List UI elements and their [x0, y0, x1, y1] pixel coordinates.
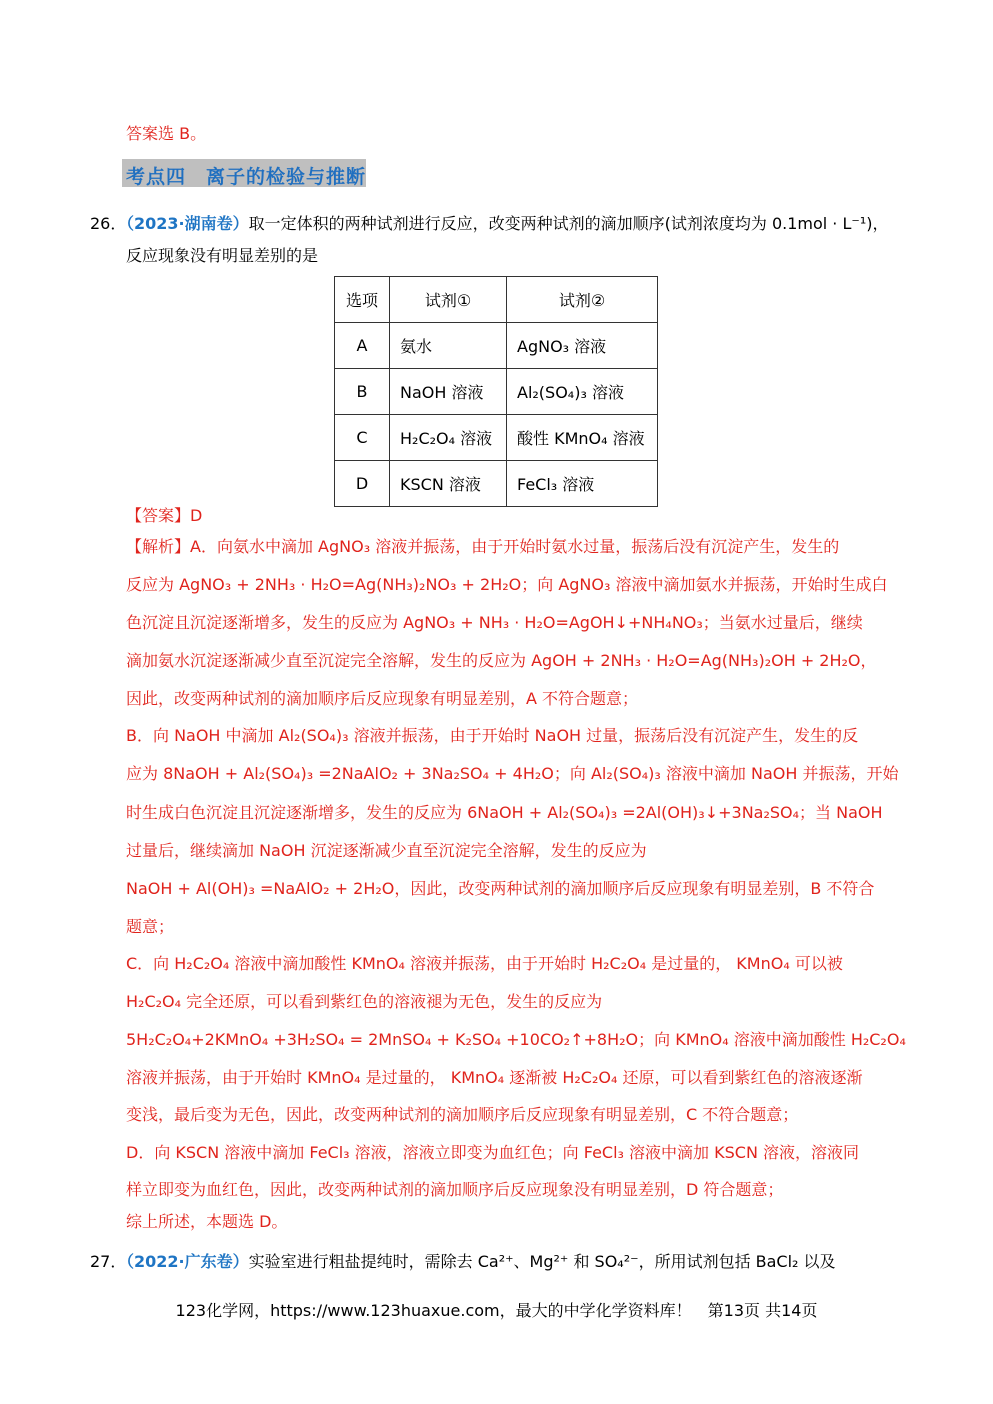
question-26-source: （2023·湖南卷） [118, 214, 249, 233]
question-26-number: 26． [90, 214, 127, 233]
table-cell: C [335, 415, 390, 461]
table-row [335, 415, 658, 461]
table-cell: A [335, 323, 390, 369]
table-cell: NaOH 溶液 [390, 369, 507, 415]
table-cell: B [335, 369, 390, 415]
question-26-stem-text: 取一定体积的两种试剂进行反应，改变两种试剂的滴加顺序(试剂浓度均为 0.1mol · L⁻¹)， [248, 214, 889, 233]
question-27-stem [118, 1249, 836, 1272]
question-26-stem-line1 [118, 211, 889, 234]
table-header-cell: 试剂① [390, 277, 507, 323]
question-26-stem-line2: 反应现象没有明显差别的是 [126, 246, 319, 265]
analysis-line: 过量后，继续滴加 NaOH 沉淀逐渐减少直至沉淀完全溶解，发生的反应为 [126, 841, 647, 860]
table-row [335, 323, 658, 369]
analysis-line: 5H₂C₂O₄+2KMnO₄ +3H₂SO₄ = 2MnSO₄ + K₂SO₄ +10CO₂↑+8H₂O；向 KMnO₄ 溶液中滴加酸性 H₂C₂O₄ [126, 1030, 906, 1049]
table-row [335, 369, 658, 415]
analysis-line: 色沉淀且沉淀逐渐增多，发生的反应为 AgNO₃ + NH₃ · H₂O=AgOH↓+NH₄NO₃；当氨水过量后，继续 [126, 613, 863, 632]
question-27-stem-text: 实验室进行粗盐提纯时，需除去 Ca²⁺、Mg²⁺ 和 SO₄²⁻，所用试剂包括 BaCl₂ 以及 [248, 1252, 836, 1271]
question-27-source: （2022·广东卷） [118, 1252, 249, 1271]
analysis-line: C．向 H₂C₂O₄ 溶液中滴加酸性 KMnO₄ 溶液并振荡，由于开始时 H₂C₂O₄ 是过量的， KMnO₄ 可以被 [126, 954, 843, 973]
section-heading [122, 159, 366, 187]
table-header-row [335, 277, 658, 323]
analysis-line: 滴加氨水沉淀逐渐减少直至沉淀完全溶解，发生的反应为 AgOH + 2NH₃ · H₂O=Ag(NH₃)₂OH + 2H₂O， [126, 651, 877, 670]
table-cell: H₂C₂O₄ 溶液 [390, 415, 507, 461]
analysis-line: 因此，改变两种试剂的滴加顺序后反应现象有明显差别，A 不符合题意； [126, 689, 639, 708]
table-row [335, 461, 658, 507]
page-footer: 123化学网，https://www.123huaxue.com，最大的中学化学资料库！ 第13页 共14页 [175, 1301, 818, 1320]
analysis-line: H₂C₂O₄ 完全还原，可以看到紫红色的溶液褪为无色，发生的反应为 [126, 992, 603, 1011]
analysis-line: B．向 NaOH 中滴加 Al₂(SO₄)₃ 溶液并振荡，由于开始时 NaOH 过量，振荡后没有沉淀产生，发生的反 [126, 726, 859, 745]
question-27-number: 27． [90, 1252, 127, 1271]
table-cell: FeCl₃ 溶液 [507, 461, 658, 507]
analysis-line: 题意； [126, 917, 175, 936]
table-cell: 氨水 [390, 323, 507, 369]
table-header-cell: 试剂② [507, 277, 658, 323]
table-cell: 酸性 KMnO₄ 溶液 [507, 415, 658, 461]
analysis-line: 样立即变为血红色，因此，改变两种试剂的滴加顺序后反应现象没有明显差别，D 符合题意； [126, 1180, 784, 1199]
analysis-line: NaOH + Al(OH)₃ =NaAlO₂ + 2H₂O，因此，改变两种试剂的滴加顺序后反应现象有明显差别，B 不符合 [126, 879, 875, 898]
analysis-line: D．向 KSCN 溶液中滴加 FeCl₃ 溶液，溶液立即变为血红色；向 FeCl₃ 溶液中滴加 KSCN 溶液，溶液同 [126, 1143, 859, 1162]
analysis-line: 变浅，最后变为无色，因此，改变两种试剂的滴加顺序后反应现象有明显差别，C 不符合题意； [126, 1105, 799, 1124]
analysis-line: 【解析】A．向氨水中滴加 AgNO₃ 溶液并振荡，由于开始时氨水过量，振荡后没有沉淀产生，发生的 [126, 537, 840, 556]
analysis-line: 反应为 AgNO₃ + 2NH₃ · H₂O=Ag(NH₃)₂NO₃ + 2H₂O；向 AgNO₃ 溶液中滴加氨水并振荡，开始时生成白 [126, 575, 888, 594]
reagent-table [334, 276, 658, 507]
analysis-line: 溶液并振荡，由于开始时 KMnO₄ 是过量的， KMnO₄ 逐渐被 H₂C₂O₄ 还原，可以看到紫红色的溶液逐渐 [126, 1068, 863, 1087]
table-cell: D [335, 461, 390, 507]
analysis-line: 综上所述，本题选 D。 [126, 1212, 288, 1231]
table-header-cell: 选项 [335, 277, 390, 323]
table-cell: Al₂(SO₄)₃ 溶液 [507, 369, 658, 415]
section-title: 考点四 离子的检验与推断 [126, 166, 367, 188]
analysis-line: 时生成白色沉淀且沉淀逐渐增多，发生的反应为 6NaOH + Al₂(SO₄)₃ =2Al(OH)₃↓+3Na₂SO₄；当 NaOH [126, 803, 883, 822]
analysis-line: 应为 8NaOH + Al₂(SO₄)₃ =2NaAlO₂ + 3Na₂SO₄ + 4H₂O；向 Al₂(SO₄)₃ 溶液中滴加 NaOH 并振荡，开始 [126, 764, 899, 783]
previous-answer: 答案选 B。 [126, 124, 207, 143]
table-cell: AgNO₃ 溶液 [507, 323, 658, 369]
answer-line: 【答案】D [126, 506, 203, 525]
table-cell: KSCN 溶液 [390, 461, 507, 507]
